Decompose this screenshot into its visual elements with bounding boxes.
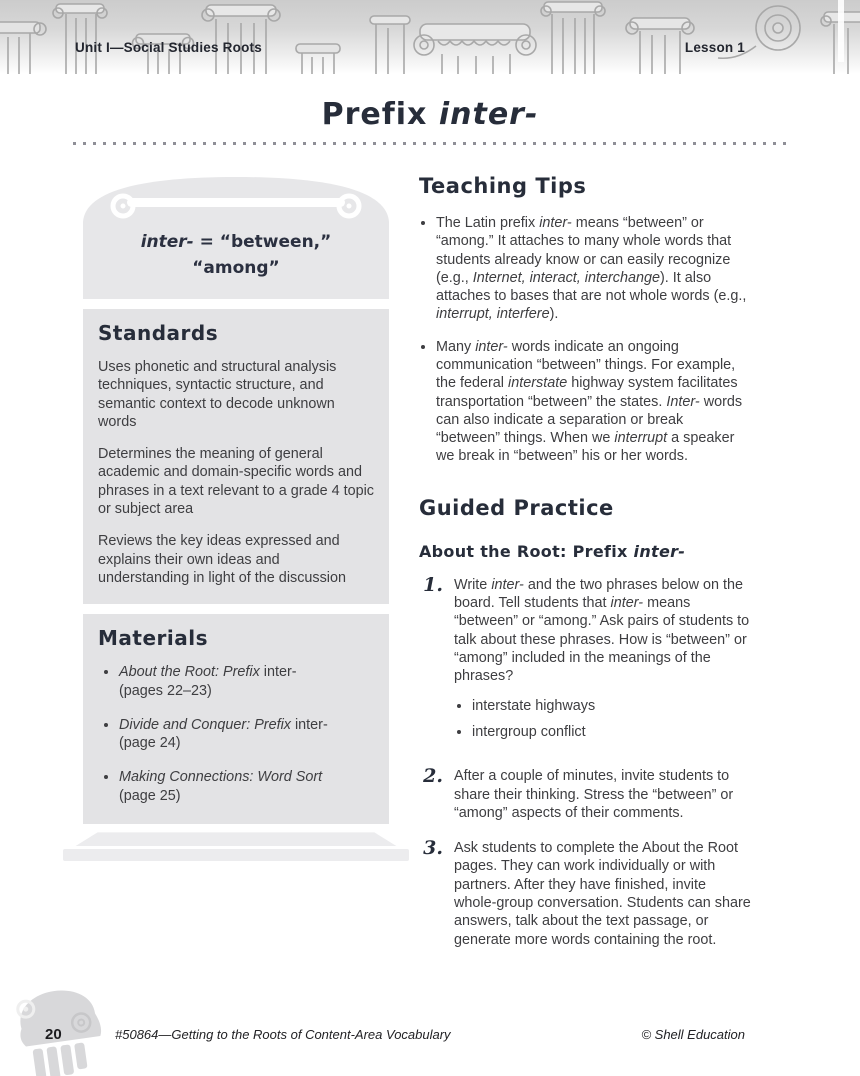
step-body bbox=[454, 839, 751, 949]
step-text: Write inter- and the two phrases below on the board. Tell students that inter- means “between” or “among.” Ask pairs of students to talk about these phrases. How is “between” or “among” included in the meanings of the phrases? bbox=[454, 576, 750, 685]
band-edge-gap bbox=[838, 0, 844, 62]
header-band bbox=[0, 0, 860, 74]
guided-practice-heading: Guided Practice bbox=[419, 495, 614, 520]
page-title: Prefix inter- bbox=[321, 97, 539, 132]
step-text: Ask students to complete the About the Root pages. They can work individually or with partners. After they have finished, invite whole-group conversation. Students can share answers, talk about the text passage, or generate more words containing the root. bbox=[454, 840, 751, 948]
step-body bbox=[454, 576, 751, 751]
materials-item bbox=[119, 663, 374, 700]
teaching-tip: • The Latin prefix inter- means “between” or “among.” It attaches to many whole words that students already know or can easily recognize (e.g., Internet, interact, interchange). It also attaches to bases that are not whole words (e.g., interrupt, interfere). bbox=[436, 214, 751, 324]
pillar-base-bar bbox=[63, 849, 409, 861]
materials-item-label: Making Connections: Word Sort bbox=[119, 768, 323, 785]
materials-item bbox=[119, 768, 374, 805]
materials-item bbox=[119, 716, 374, 753]
teaching-tips-list bbox=[419, 214, 751, 466]
step-item bbox=[419, 573, 751, 751]
materials-item-pages: (pages 22–23) bbox=[119, 682, 212, 699]
materials-item-label: Divide and Conquer: Prefix inter- bbox=[119, 716, 328, 733]
page-number: 20 bbox=[45, 1026, 62, 1043]
about-the-root-subheading: About the Root: Prefix inter- bbox=[419, 541, 686, 561]
standards-heading: Standards bbox=[98, 321, 219, 345]
step-item bbox=[419, 767, 751, 822]
footer-publisher: © Shell Education bbox=[641, 1027, 745, 1042]
materials-item-pages: (page 24) bbox=[119, 735, 181, 752]
materials-heading: Materials bbox=[98, 626, 208, 651]
materials-item-pages: (page 25) bbox=[119, 787, 181, 804]
step-text: After a couple of minutes, invite students to share their thinking. Stress the “between” or “among” aspects of their comments. bbox=[454, 768, 734, 821]
footer-column-icon bbox=[2, 984, 122, 1076]
step-item bbox=[419, 839, 751, 949]
standards-paragraph: Uses phonetic and structural analysis techniques, syntactic structure, and semantic context to decode unknown words bbox=[98, 359, 337, 430]
teaching-tip: • Many inter- words indicate an ongoing communication “between” things. For example, the federal interstate highway system facilitates transportation “between” the states. Inter- words can also indicate a separation or break “between” things. When we interrupt a speaker we break in “between” his or her words. bbox=[436, 338, 751, 466]
dotted-divider bbox=[73, 142, 789, 145]
phrase-list bbox=[454, 698, 751, 740]
materials-list bbox=[98, 663, 374, 805]
step-number: 1. bbox=[423, 573, 443, 596]
pillar-base-trapezoid bbox=[75, 832, 397, 846]
phrase-item: • intergroup conflict bbox=[472, 724, 751, 740]
sidebar-pillar bbox=[75, 170, 397, 861]
pillar-capital-icon bbox=[75, 170, 397, 222]
unit-label: Unit I—Social Studies Roots bbox=[75, 40, 262, 55]
guided-practice-steps bbox=[419, 573, 751, 949]
materials-section bbox=[83, 614, 389, 824]
step-number: 2. bbox=[423, 765, 443, 788]
step-number: 3. bbox=[423, 837, 443, 860]
root-meaning-caption: inter- = “between,” “among” bbox=[83, 222, 389, 299]
teaching-tips-heading: Teaching Tips bbox=[419, 174, 587, 198]
phrase-item: • interstate highways bbox=[472, 698, 751, 714]
standards-paragraph: Reviews the key ideas expressed and explains their own ideas and understanding in light of the discussion bbox=[98, 533, 346, 586]
step-body bbox=[454, 767, 751, 822]
content-columns bbox=[75, 170, 788, 966]
standards-paragraph: Determines the meaning of general academic and domain-specific words and phrases in a text relevant to a grade 4 topic or subject area bbox=[98, 446, 374, 517]
lesson-label: Lesson 1 bbox=[684, 40, 745, 55]
materials-item-label: About the Root: Prefix inter- bbox=[119, 664, 297, 681]
standards-section bbox=[83, 309, 389, 604]
footer-book-title: #50864—Getting to the Roots of Content-Area Vocabulary bbox=[115, 1027, 451, 1042]
columns-sketch-illustration bbox=[0, 0, 860, 74]
lesson-body bbox=[419, 170, 751, 966]
